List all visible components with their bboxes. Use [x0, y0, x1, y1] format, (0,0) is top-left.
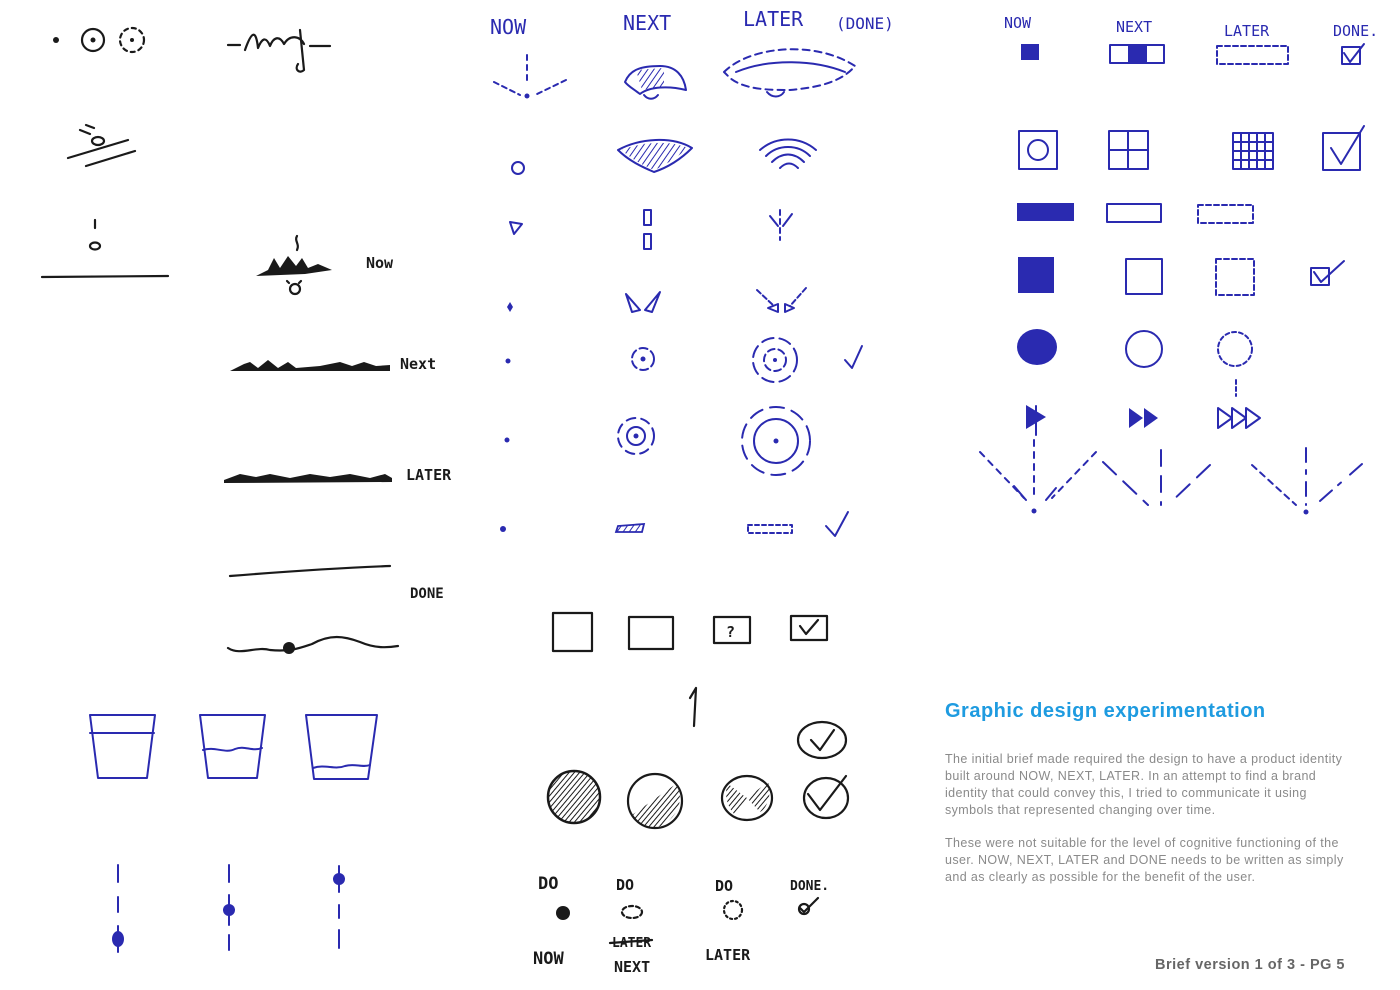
label-now-bottom: NOW	[533, 949, 564, 969]
circle-row	[1017, 329, 1252, 367]
grid-square-row	[1019, 126, 1364, 170]
label-later-struck: LATER	[612, 936, 652, 951]
diamond-row	[507, 288, 806, 312]
big-square-row	[1018, 257, 1344, 295]
filled-circle-row	[548, 722, 848, 828]
panel-paragraph-2: These were not suitable for the level of cognitive functioning of the user. NOW, NEXT, LATER and DONE needs to be written as simply and as clearly as possible for the benefit of the user.	[945, 836, 1344, 884]
concentric-row-2	[505, 407, 811, 475]
arrow-sketch	[690, 688, 696, 726]
header-later-right: LATER	[1224, 22, 1270, 40]
label-next-left: Next	[400, 355, 437, 373]
small-square-row	[1021, 44, 1364, 64]
do-symbols	[556, 898, 818, 920]
label-do-3: DO	[715, 877, 734, 895]
panel-title: Graphic design experimentation	[945, 700, 1266, 722]
label-do-2: DO	[616, 876, 635, 894]
label-done-bottom: DONE.	[790, 879, 830, 894]
bar-row	[500, 512, 848, 536]
line-done-sketch	[228, 566, 398, 654]
triangle-row	[510, 210, 792, 249]
label-next-bottom: NEXT	[614, 958, 651, 976]
concentric-row-1	[506, 338, 863, 382]
wave-now-sketch	[256, 236, 332, 294]
dot-circle-sketch	[53, 28, 144, 52]
page-footer: Brief version 1 of 3 - PG 5	[1155, 957, 1345, 973]
label-done-left: DONE	[410, 586, 444, 602]
ball-on-slope-sketch	[68, 125, 135, 166]
horizon-line-sketch	[42, 220, 168, 277]
circle-fan-row	[512, 140, 816, 175]
label-now-left: Now	[366, 254, 394, 272]
wave-later-sketch	[224, 474, 392, 483]
cup-sketches	[90, 715, 377, 779]
description-panel	[945, 700, 1345, 902]
panel-paragraph-1: The initial brief made required the design to have a product identity built around NOW, NEXT, LATER. In an attempt to find a brand identity that could convey this, I tried to communicate it using symbols that represented changing over time.	[945, 752, 1343, 817]
header-now-mid: NOW	[490, 15, 527, 39]
play-row	[1026, 380, 1260, 435]
header-done-right: DONE.	[1333, 22, 1379, 40]
wave-next-sketch	[230, 360, 390, 371]
header-next-mid: NEXT	[623, 11, 672, 35]
label-do-1: DO	[538, 874, 559, 894]
label-later-bottom: LATER	[705, 946, 751, 964]
rect-row	[1017, 203, 1253, 223]
label-later-left: LATER	[406, 466, 452, 484]
square-row	[553, 613, 827, 651]
header-next-right: NEXT	[1116, 18, 1153, 36]
radiating-lines-row	[494, 49, 855, 99]
header-now-right: NOW	[1004, 14, 1032, 32]
chevron-row	[980, 440, 1362, 515]
header-later-mid: LATER	[743, 7, 804, 31]
header-done-mid: (DONE)	[836, 14, 894, 33]
signature-scribble	[228, 30, 330, 72]
bead-line-sketches	[112, 865, 345, 952]
question-mark: ?	[726, 623, 736, 641]
